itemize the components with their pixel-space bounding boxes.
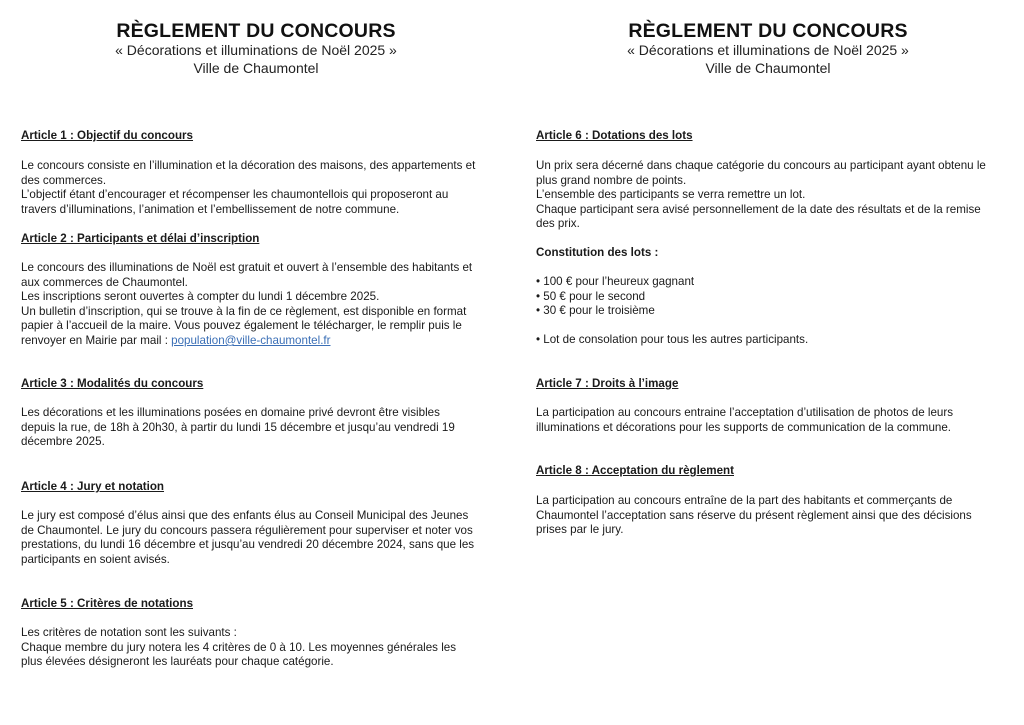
text-line: prestations, du lundi 16 décembre et jusqu’au vendredi 20 décembre 2024, sans que les (21, 538, 475, 552)
article-1-heading: Article 1 : Objectif du concours (21, 129, 194, 142)
article-1-body (21, 159, 511, 217)
prize-item: • 30 € pour le troisième (536, 304, 1024, 319)
consolation-list (536, 333, 1024, 348)
text-line: participants en soient avisés. (21, 552, 170, 566)
text-line: Un bulletin d’inscription, qui se trouve à la fin de ce règlement, est disponible en format (21, 304, 467, 318)
article-6-body (536, 159, 1024, 232)
text-line: de Chaumontel. Le jury du concours passera régulièrement pour superviser et noter vos (21, 523, 473, 537)
text-line: papier à l’accueil de la maire. Vous pouvez également le télécharger, le remplir puis le (21, 319, 462, 333)
article-4-body (21, 509, 511, 567)
text-line: travers d’illuminations, l’animation et l’embellissement de notre commune. (21, 202, 400, 216)
text-line: Chaumontel l’acceptation sans réserve du présent règlement ainsi que des décisions (536, 508, 972, 522)
text-line: L’objectif étant d’encourager et récompenser les chaumontellois qui proposeront au (21, 188, 449, 202)
text-line: aux commerces de Chaumontel. (21, 275, 188, 289)
page-right (512, 0, 1024, 725)
prize-list (536, 275, 1024, 319)
text-line: Les inscriptions seront ouvertes à compter du lundi 1 décembre 2025. (21, 290, 380, 304)
document-title: RÈGLEMENT DU CONCOURS (628, 20, 908, 42)
text-line: La participation au concours entraine l’acceptation d’utilisation de photos de leurs (536, 406, 953, 419)
text-line: La participation au concours entraîne de la part des habitants et commerçants de (536, 494, 953, 507)
article-4-heading: Article 4 : Jury et notation (21, 480, 165, 493)
text-line: prises par le jury. (536, 523, 624, 537)
article-5-heading: Article 5 : Critères de notations (21, 597, 194, 610)
text-line: plus grand nombre de points. (536, 173, 687, 187)
text-line: Un prix sera décerné dans chaque catégorie du concours au participant ayant obtenu le (536, 159, 986, 172)
text-line: L’ensemble des participants se verra remettre un lot. (536, 188, 806, 202)
text-line: plus élevées désigneront les lauréats pour chaque catégorie. (21, 655, 334, 669)
article-5-body (21, 626, 511, 670)
prize-item: • 100 € pour l’heureux gagnant (536, 275, 1024, 290)
article-3-heading: Article 3 : Modalités du concours (21, 377, 204, 390)
text-line: décembre 2025. (21, 435, 105, 449)
article-6-heading: Article 6 : Dotations des lots (536, 129, 693, 142)
text-line: illuminations et décorations pour les supports de communication de la commune. (536, 420, 952, 434)
lots-heading: Constitution des lots : (536, 246, 659, 259)
text-line: Le concours consiste en l’illumination et la décoration des maisons, des appartements et (21, 159, 476, 172)
email-prefix: renvoyer en Mairie par mail : (21, 333, 172, 347)
text-line: des commerces. (21, 173, 107, 187)
document-subtitle: « Décorations et illuminations de Noël 2025 » (627, 42, 909, 58)
text-line: Le jury est composé d’élus ainsi que des enfants élus au Conseil Municipal des Jeunes (21, 509, 469, 522)
document-city: Ville de Chaumontel (705, 60, 831, 76)
article-7-body (536, 406, 1024, 435)
article-2-body (21, 261, 511, 349)
text-line: Le concours des illuminations de Noël est gratuit et ouvert à l’ensemble des habitants et (21, 261, 473, 274)
article-2-heading: Article 2 : Participants et délai d’inscription (21, 232, 260, 245)
text-line: Chaque participant sera avisé personnellement de la date des résultats et de la remise (536, 202, 981, 216)
text-line: Les critères de notation sont les suivants : (21, 626, 237, 639)
document-city: Ville de Chaumontel (193, 60, 319, 76)
consolation-item: • Lot de consolation pour tous les autres participants. (536, 333, 1024, 348)
text-line: depuis la rue, de 18h à 20h30, à partir du lundi 15 décembre et jusqu’au vendredi 19 (21, 420, 455, 434)
article-8-heading: Article 8 : Acceptation du règlement (536, 464, 734, 477)
text-line: Chaque membre du jury notera les 4 critères de 0 à 10. Les moyennes générales les (21, 640, 457, 654)
text-line-with-email (21, 334, 511, 349)
text-line: Les décorations et les illuminations posées en domaine privé devront être visibles (21, 406, 440, 419)
email-link[interactable]: population@ville-chaumontel.fr (171, 333, 331, 347)
document-title: RÈGLEMENT DU CONCOURS (116, 20, 396, 42)
text-line: des prix. (536, 217, 580, 231)
article-8-body (536, 494, 1024, 538)
article-7-heading: Article 7 : Droits à l’image (536, 377, 679, 390)
article-3-body (21, 406, 511, 450)
document-subtitle: « Décorations et illuminations de Noël 2025 » (115, 42, 397, 58)
prize-item: • 50 € pour le second (536, 290, 1024, 305)
